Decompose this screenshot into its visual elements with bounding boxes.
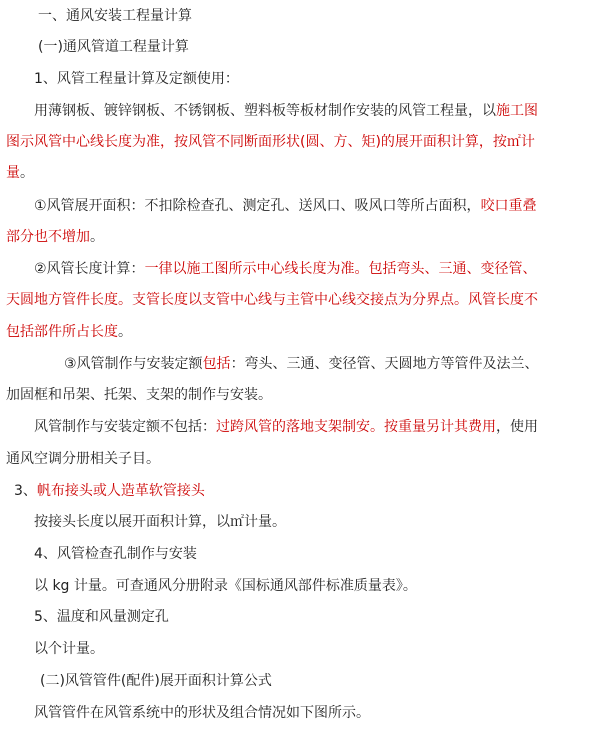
exclusion-end-text: ，使用: [496, 419, 538, 435]
highlight-text: 天圆地方管件长度。支管长度以支管中心线与主管中心线交接点为分界点。风管长度不: [6, 292, 538, 308]
paragraph-line: [6, 132, 606, 152]
point-3-line: [6, 385, 606, 405]
item-4-body: 以 kg 计量。可查通风分册附录《国标通风部件标准质量表》。: [34, 578, 417, 594]
item-5-text: [34, 639, 616, 659]
item-4-text: [34, 576, 616, 596]
point-2-line: [34, 259, 616, 279]
paragraph-text: 用薄钢板、镀锌钢板、不锈钢板、塑料板等板材制作安装的风管工程量，以: [34, 103, 496, 119]
section-heading: [38, 6, 616, 26]
point-2-line: [6, 290, 606, 310]
point-3-text: ③风管制作与安装定额: [64, 356, 203, 372]
paragraph-text: 。: [20, 165, 34, 181]
paragraph-line: [34, 101, 616, 121]
highlight-text: 帆布接头或人造革软管接头: [36, 483, 205, 499]
paragraph-text: 。: [90, 229, 104, 245]
point-3-continued-text: 加固框和吊架、托架、支架的制作与安装。: [6, 387, 272, 403]
point-2-text: ②风管长度计算：: [34, 261, 145, 277]
item-3-text: [34, 512, 616, 532]
subheading-text: (一)通风管道工程量计算: [38, 39, 189, 55]
subheading-2-text: (二)风管管件(配件)展开面积计算公式: [40, 673, 272, 689]
exclusion-line: [6, 449, 606, 469]
final-paragraph: [34, 703, 616, 723]
highlight-text: 咬口重叠: [480, 198, 537, 214]
point-1-line: [34, 196, 616, 216]
item-4-title: [34, 544, 616, 564]
item-5-title: [34, 607, 616, 627]
highlight-text: 施工图: [496, 103, 538, 119]
subsection-heading: [38, 37, 616, 57]
highlight-text: 量: [6, 165, 20, 181]
point-3-line: [64, 354, 616, 374]
highlight-text: 图示风管中心线长度为准，按风管不同断面形状(圆、方、矩)的展开面积计算，按㎡计: [6, 134, 535, 150]
heading-text: 一、通风安装工程量计算: [38, 8, 192, 24]
subsection-heading-2: [40, 671, 616, 691]
final-text: 风管管件在风管系统中的形状及组合情况如下图所示。: [34, 705, 370, 721]
highlight-text: 包括部件所占长度: [6, 324, 118, 340]
exclusion-text: 风管制作与安装定额不包括：: [34, 419, 216, 435]
item-4-title-text: 4、风管检查孔制作与安装: [34, 546, 197, 562]
exclusion-line: [34, 417, 616, 437]
point-1-line: [6, 227, 606, 247]
highlight-text: 部分也不增加: [6, 229, 90, 245]
point-1-text: ①风管展开面积：不扣除检查孔、测定孔、送风口、吸风口等所占面积，: [34, 198, 481, 214]
highlight-text: 一律以施工图所示中心线长度为准。包括弯头、三通、变径管、: [144, 261, 537, 277]
item-3-body: 按接头长度以展开面积计算，以㎡计量。: [34, 514, 286, 530]
item-5-title-text: 5、温度和风量测定孔: [34, 609, 169, 625]
highlight-text: 包括: [202, 356, 231, 372]
item-1-title-text: 1、风管工程量计算及定额使用：: [34, 71, 239, 87]
paragraph-line: [6, 163, 606, 183]
point-2-line: [6, 322, 606, 342]
item-3-number: 3、: [14, 483, 37, 499]
item-3-title: [14, 481, 614, 501]
exclusion-continued-text: 通风空调分册相关子目。: [6, 451, 160, 467]
paragraph-text: 。: [118, 324, 132, 340]
point-3-rest-text: ：弯头、三通、变径管、天圆地方等管件及法兰、: [230, 356, 539, 372]
item-5-body: 以个计量。: [34, 641, 104, 657]
item-1-title: [34, 69, 616, 89]
highlight-text: 过跨风管的落地支架制安。按重量另计其费用: [216, 419, 496, 435]
